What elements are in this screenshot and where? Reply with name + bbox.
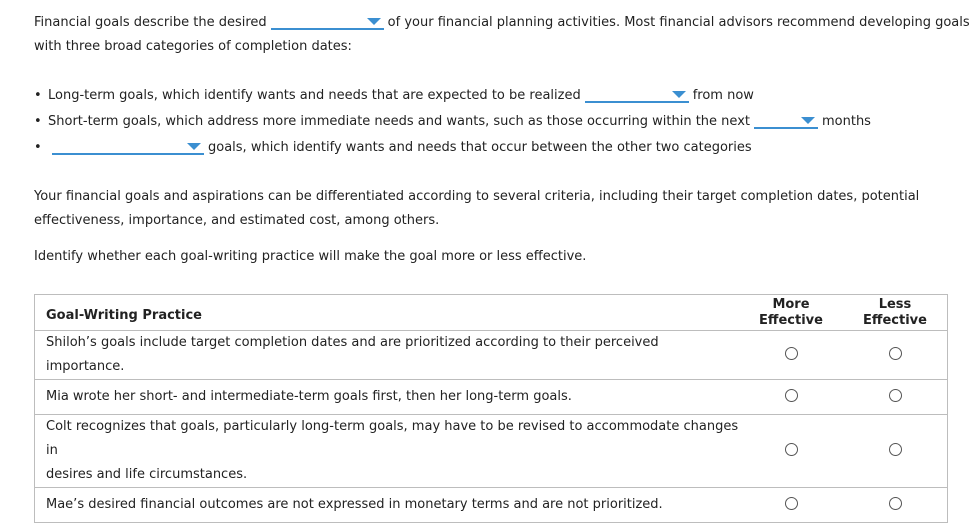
more-effective-radio[interactable] [785, 443, 798, 456]
table-row [35, 488, 948, 523]
more-effective-radio[interactable] [785, 347, 798, 360]
less-effective-radio[interactable] [889, 497, 902, 510]
header-more-effective [739, 295, 843, 331]
table-row [35, 380, 948, 415]
intro-text-1: Financial goals describe the desired [34, 15, 267, 30]
goal-practice-table [34, 294, 948, 523]
intro-text-2: of your financial planning activities. Most financial advisors recommend developing goals [387, 15, 970, 30]
bullet-text: Long-term goals, which identify wants and needs that are expected to be realized [48, 88, 581, 103]
less-effective-cell [843, 331, 948, 380]
practice-text: Mae’s desired financial outcomes are not expressed in monetary terms and are not prioritized. [46, 497, 663, 512]
header-less-line-1: Less [878, 296, 912, 312]
chevron-down-icon [672, 91, 686, 98]
more-effective-radio[interactable] [785, 497, 798, 510]
chevron-down-icon [801, 117, 815, 124]
short-term-dropdown[interactable] [754, 111, 818, 129]
chevron-down-icon [367, 18, 381, 25]
bullet-text: Short-term goals, which address more immediate needs and wants, such as those occurring within the next [48, 114, 750, 129]
more-effective-radio[interactable] [785, 389, 798, 402]
bullet-dot: • [34, 114, 42, 129]
bullet-text-after: goals, which identify wants and needs that occur between the other two categories [208, 140, 752, 155]
table-row [35, 415, 948, 488]
bullet-intermediate [34, 138, 752, 158]
more-effective-cell [739, 415, 843, 488]
intermediate-dropdown[interactable] [52, 137, 204, 155]
less-effective-cell [843, 380, 948, 415]
bullet-text-after: from now [692, 88, 754, 103]
practice-text: Colt recognizes that goals, particularly long-term goals, may have to be revised to accommodate changes in [46, 419, 739, 458]
table-row [35, 331, 948, 380]
bullet-dot: • [34, 88, 42, 103]
more-effective-cell [739, 331, 843, 380]
bullet-dot: • [34, 140, 42, 155]
intro-text-3: with three broad categories of completion dates: [34, 39, 352, 54]
less-effective-cell [843, 488, 948, 523]
criteria-paragraph-line-1 [34, 187, 919, 207]
bullet-text-after: months [821, 114, 871, 129]
more-effective-cell [739, 488, 843, 523]
criteria-text-2: effectiveness, importance, and estimated cost, among others. [34, 213, 440, 228]
outcomes-dropdown[interactable] [271, 12, 384, 30]
practice-cell [35, 331, 740, 380]
less-effective-radio[interactable] [889, 443, 902, 456]
header-less-line-2: Effective [863, 312, 927, 328]
header-more-line-2: Effective [759, 312, 823, 328]
header-less-effective [843, 295, 948, 331]
intro-line-1 [34, 13, 970, 33]
long-term-dropdown[interactable] [585, 85, 689, 103]
criteria-paragraph-line-2 [34, 211, 439, 231]
less-effective-radio[interactable] [889, 389, 902, 402]
instruction [34, 247, 586, 267]
table-header-row [35, 295, 948, 331]
practice-text: Mia wrote her short- and intermediate-term goals first, then her long-term goals. [46, 389, 572, 404]
practice-text: Shiloh’s goals include target completion dates and are prioritized according to their perceived importance. [46, 335, 659, 374]
practice-cell [35, 488, 740, 523]
intro-line-2 [34, 37, 352, 57]
header-practice: Goal-Writing Practice [46, 308, 202, 323]
chevron-down-icon [187, 143, 201, 150]
header-more-line-1: More [772, 296, 810, 312]
criteria-text-1: Your financial goals and aspirations can be differentiated according to several criteria, including their target completion dates, potential [34, 189, 920, 204]
more-effective-cell [739, 380, 843, 415]
instruction-text: Identify whether each goal-writing practice will make the goal more or less effective. [34, 249, 587, 264]
practice-cell [35, 415, 740, 488]
bullet-short-term [34, 112, 871, 132]
bullet-long-term [34, 86, 754, 106]
practice-text-line-2: desires and life circumstances. [46, 467, 248, 482]
less-effective-radio[interactable] [889, 347, 902, 360]
practice-cell [35, 380, 740, 415]
less-effective-cell [843, 415, 948, 488]
